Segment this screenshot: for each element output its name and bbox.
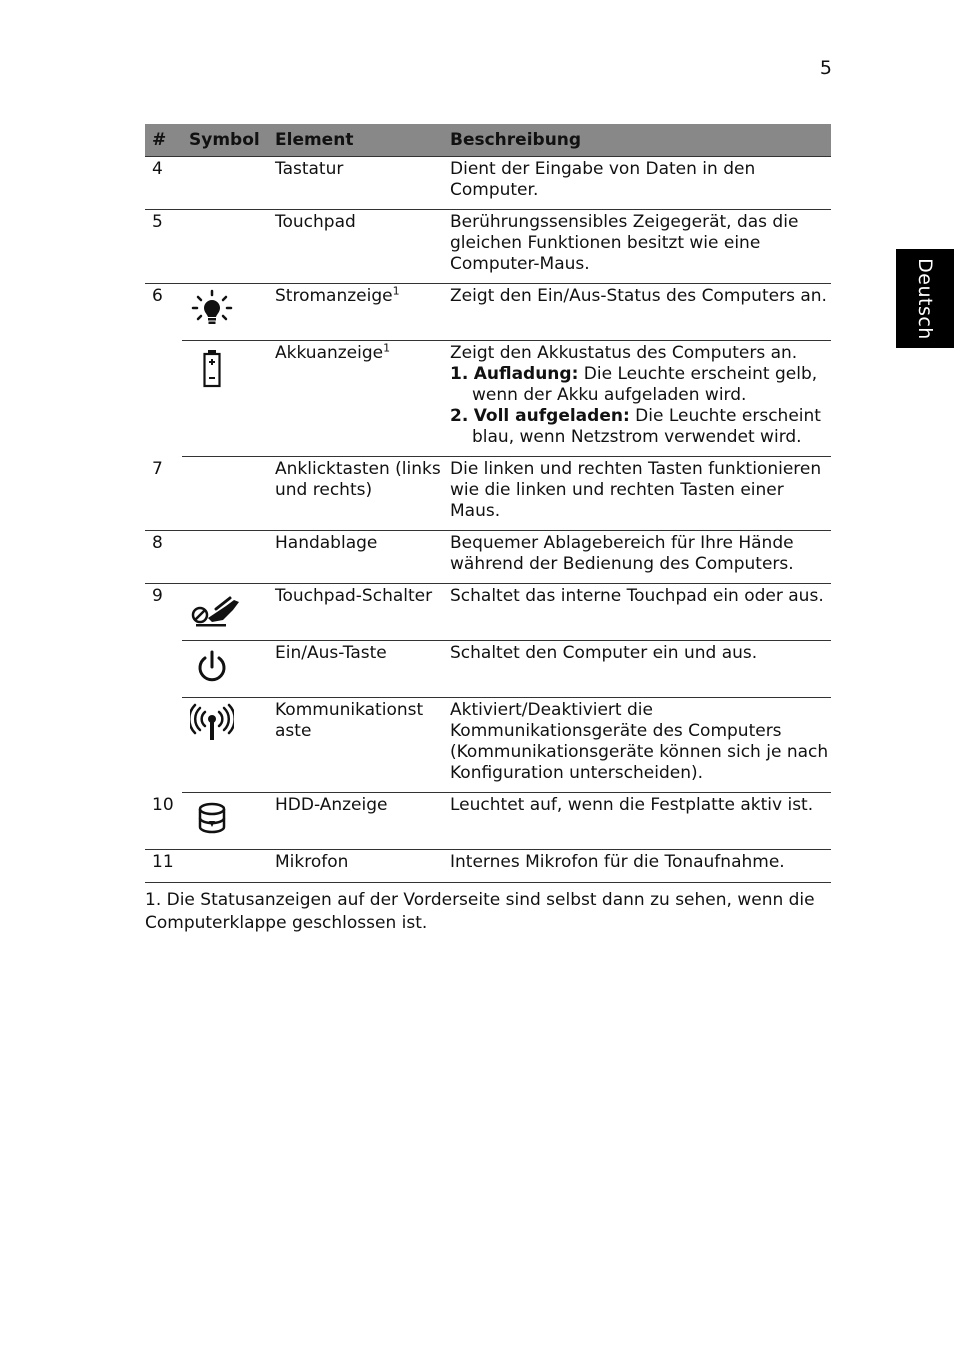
language-tab	[896, 249, 954, 348]
table-row	[145, 698, 831, 793]
row-description: Zeigt den Ein/Aus-Status des Computers an.	[443, 284, 831, 341]
list-item	[450, 364, 831, 406]
row-num: 11	[145, 850, 182, 883]
row-num: 7	[145, 457, 182, 531]
table-row	[145, 531, 831, 584]
table-row	[145, 641, 831, 698]
table-header	[145, 124, 831, 157]
row-element: Tastatur	[268, 157, 443, 210]
power-button-icon	[190, 645, 234, 689]
row-description: Aktiviert/Deaktiviert die Kommunikationsgeräte des Computers (Kommunikationsgeräte können sich je nach Konfiguration unterscheiden).	[443, 698, 831, 793]
list-label: Voll aufgeladen:	[473, 406, 630, 426]
row-element: Anklicktasten (links und rechts)	[268, 457, 443, 531]
row-description: Schaltet das interne Touchpad ein oder aus.	[443, 584, 831, 641]
list-marker: 2.	[450, 406, 469, 426]
language-tab-label: Deutsch	[914, 257, 937, 340]
header-symbol: Symbol	[182, 124, 268, 157]
row-description: Leuchtet auf, wenn die Festplatte aktiv ist.	[443, 793, 831, 850]
hdd-indicator-icon	[190, 797, 234, 841]
row-num: 4	[145, 157, 182, 210]
header-element: Element	[268, 124, 443, 157]
header-num: #	[145, 124, 182, 157]
table-row	[145, 793, 831, 850]
table-row	[145, 584, 831, 641]
row-element: HDD-Anzeige	[268, 793, 443, 850]
table-row	[145, 341, 831, 457]
list-text: Die Leuchte erscheint blau, wenn Netzstrom verwendet wird.	[472, 406, 821, 447]
page-number: 5	[819, 57, 832, 79]
table-row	[145, 157, 831, 210]
row-element: Handablage	[268, 531, 443, 584]
row-element: Ein/Aus-Taste	[268, 641, 443, 698]
battery-indicator-icon	[190, 345, 234, 389]
component-table	[145, 124, 831, 883]
list-label: Aufladung:	[473, 364, 579, 384]
row-description: Internes Mikrofon für die Tonaufnahme.	[443, 850, 831, 883]
header-description: Beschreibung	[443, 124, 831, 157]
row-element	[268, 284, 443, 341]
list-marker: 1.	[450, 364, 469, 384]
row-num: 8	[145, 531, 182, 584]
row-element	[268, 341, 443, 457]
row-num: 10	[145, 793, 182, 850]
table-row	[145, 850, 831, 883]
row-num: 6	[152, 286, 163, 306]
row-element: Touchpad-Schalter	[268, 584, 443, 641]
row-num: 9	[152, 586, 163, 606]
row-description: Dient der Eingabe von Daten in den Computer.	[443, 157, 831, 210]
element-label: Stromanzeige	[275, 286, 393, 306]
description-text: Zeigt den Akkustatus des Computers an.	[450, 343, 798, 363]
table-row	[145, 457, 831, 531]
touchpad-toggle-icon	[186, 588, 242, 632]
wireless-icon	[190, 702, 234, 746]
table-row	[145, 210, 831, 284]
row-description: Die linken und rechten Tasten funktionieren wie die linken und rechten Tasten einer Maus.	[443, 457, 831, 531]
row-element: Kommunikationst aste	[268, 698, 443, 793]
footnote-ref: 1	[383, 341, 391, 355]
power-indicator-icon	[190, 288, 234, 332]
row-description	[443, 341, 831, 457]
table-row	[145, 284, 831, 341]
row-description: Schaltet den Computer ein und aus.	[443, 641, 831, 698]
footnote-ref: 1	[392, 284, 400, 298]
row-num: 5	[145, 210, 182, 284]
row-element: Mikrofon	[268, 850, 443, 883]
list-text: Die Leuchte erscheint gelb, wenn der Akku aufgeladen wird.	[472, 364, 818, 405]
row-description: Berührungssensibles Zeigegerät, das die gleichen Funktionen besitzt wie eine Computer-Maus.	[443, 210, 831, 284]
row-element: Touchpad	[268, 210, 443, 284]
element-label: Akkuanzeige	[275, 343, 384, 363]
list-item	[450, 406, 831, 448]
row-description: Bequemer Ablagebereich für Ihre Hände während der Bedienung des Computers.	[443, 531, 831, 584]
footnote: 1. Die Statusanzeigen auf der Vorderseite sind selbst dann zu sehen, wenn die Computerklappe geschlossen ist.	[145, 890, 815, 933]
